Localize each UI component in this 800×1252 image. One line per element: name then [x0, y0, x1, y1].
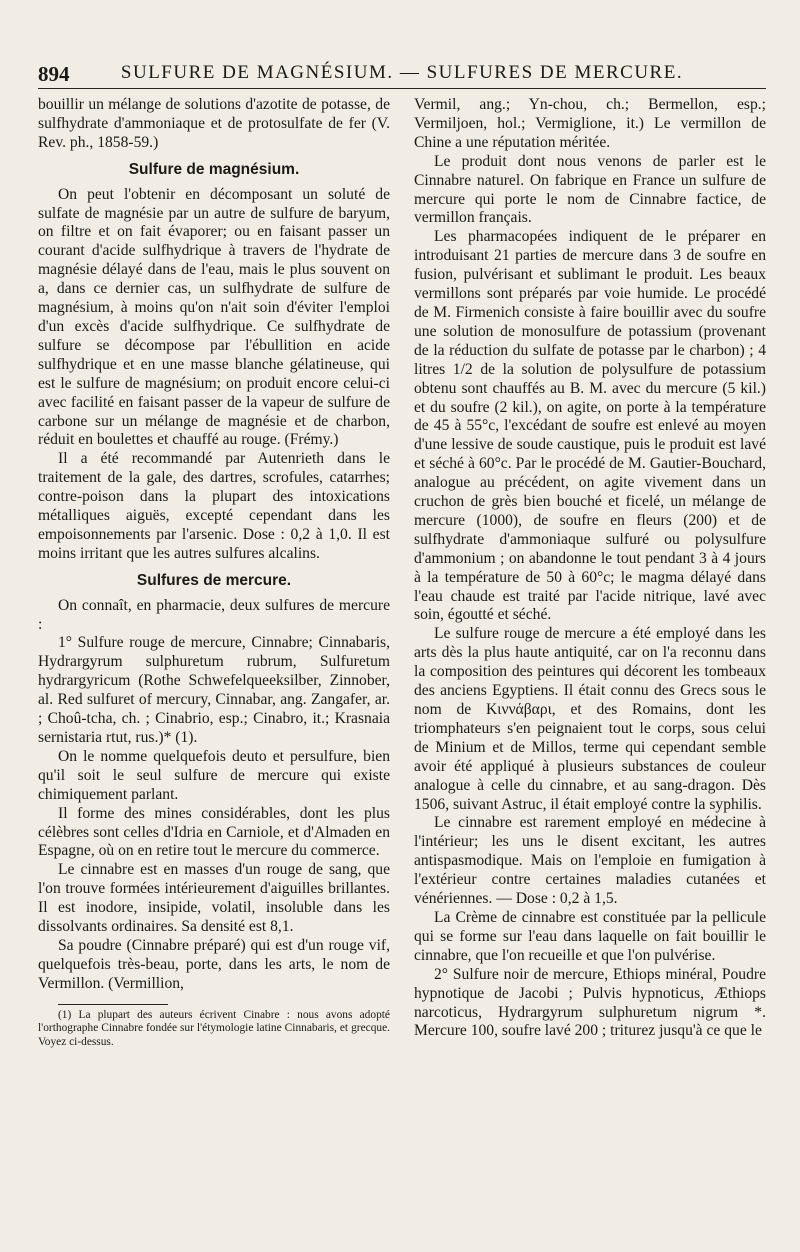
left-column: [38, 96, 390, 1049]
paragraph: Le cinnabre est rarement employé en médecine à l'intérieur; les uns le disent excitant, les autres antispasmodique. Mais on l'emploie en fumigation à l'extérieur contre certaines maladies cutanées et vénériennes. — Dose : 0,2 à 1,5.: [414, 814, 766, 908]
paragraph: 2° Sulfure noir de mercure, Ethiops minéral, Poudre hypnotique de Jacobi ; Pulvis hypnoticus, Æthiops narcoticus, Hydrargyrum sulphuretum nigrum *. Mercure 100, soufre lavé 200 ; triturez jusqu'à ce que le: [414, 965, 766, 1040]
paragraph: On peut l'obtenir en décomposant un soluté de sulfate de magnésie par un autre de sulfure de baryum, on filtre et on fait évaporer; ou en faisant passer un courant d'acide sulfhydrique à travers de l'hydrate de magnésie délayé dans de l'eau, mais le plus souvent on a, dans ce dernier cas, un sulfhydrate de sulfure de magnésium, à moins qu'on n'ait soin d'éviter l'emploi d'un excès d'acide sulfhydrique. Ce sulfhydrate de sulfure se décompose par l'ébullition en acide sulfhydrique et en une masse blanche gélatineuse, qui est le sulfure de magnésium; on produit encore celui-ci avec facilité en faisant passer de la vapeur de sulfure de carbone sur un mélange de magnésie et de charbon, réduit en boulettes et chauffé au rouge. (Frémy.): [38, 185, 390, 449]
paragraph: Le produit dont nous venons de parler est le Cinnabre naturel. On fabrique en France un sulfure de mercure qui porte le nom de Cinnabre factice, de vermillon français.: [414, 152, 766, 227]
footnote-divider: [58, 1004, 168, 1005]
paragraph: 1° Sulfure rouge de mercure, Cinnabre; Cinnabaris, Hydrargyrum sulphuretum rubrum, Sulfuretum hydrargyricum (Rothe Schwefelqueeksilber, Zinnober, al. Red sulfuret of mercury, Cinnabar, ang. Zangafer, ar. ; Choû-tcha, ch. ; Cinabrio, esp.; Cinabro, it.; Krasnaia sernistaria rtut, rus.)* (1).: [38, 634, 390, 746]
paragraph: Le cinnabre est en masses d'un rouge de sang, que l'on trouve formées intérieurement d'aiguilles brillantes. Il est inodore, insipide, volatil, insoluble dans les dissolvants ordinaires. Sa densité est 8,1.: [38, 861, 390, 936]
paragraph: Sa poudre (Cinnabre préparé) qui est d'un rouge vif, quelquefois très-beau, porte, dans les arts, le nom de Vermillon. (Vermillion,: [38, 936, 390, 992]
page-number: 894: [38, 62, 70, 86]
section-heading-mercure: Sulfures de mercure.: [136, 571, 292, 589]
paragraph: bouillir un mélange de solutions d'azotite de potasse, de sulfhydrate d'ammoniaque et de protosulfate de fer (V. Rev. ph., 1858-59.): [38, 96, 390, 151]
paragraph: On le nomme quelquefois deuto et persulfure, bien qu'il soit le seul sulfure de mercure qui existe chimiquement parlant.: [38, 747, 390, 803]
running-title: SULFURE DE MAGNÉSIUM. — SULFURES DE MERCURE.: [120, 62, 684, 83]
paragraph: On connaît, en pharmacie, deux sulfures de mercure :: [38, 596, 390, 633]
paragraph: Le sulfure rouge de mercure a été employé dans les arts dès la plus haute antiquité, car on l'a reconnu dans la composition des peintures qui décorent les tombeaux des anciens Egyptiens. Il était connu des Grecs sous le nom de Κιννάβαρι, et des Romains, dont les triomphateurs s'en peignaient tout le corps, sous celui de Minium et de Millos, terme qui cependant semble avoir été appliqué à plusieurs substances de couleur analogue à celle du cinnabre, et au sang-dragon. Dès 1506, suivant Astruc, il était employé contre la syphilis.: [414, 625, 766, 813]
right-column: [414, 96, 766, 1041]
footnote: (1) La plupart des auteurs écrivent Cinabre : nous avons adopté l'orthographe Cinnabre fondée sur l'étymologie latine Cinnabaris, et grecque. Voyez ci-dessus.: [38, 1008, 390, 1048]
running-header: [38, 62, 766, 89]
paragraph: Il a été recommandé par Autenrieth dans le traitement de la gale, des dartres, scrofules, catarrhes; contre-poison dans la plupart des intoxications métalliques aiguës, excepté cependant dans les empoisonnements par l'arsenic. Dose : 0,2 à 1,0. Il est moins irritant que les autres sulfures alcalins.: [38, 450, 390, 562]
paragraph: Il forme des mines considérables, dont les plus célèbres sont celles d'Idria en Carniole, et d'Almaden en Espagne, où on en retire tout le mercure du commerce.: [38, 804, 390, 860]
paragraph: Vermil, ang.; Yn-chou, ch.; Bermellon, esp.; Vermiljoen, hol.; Vermiglione, it.) Le vermillon de Chine a une réputation méritée.: [414, 96, 766, 151]
section-heading-magnesium: Sulfure de magnésium.: [128, 160, 300, 178]
paragraph: Les pharmacopées indiquent de le préparer en introduisant 21 parties de mercure dans 3 de soufre en fusion, pulvérisant et sublimant le produit. Les beaux vermillons sont préparés par voie humide. Le procédé de M. Firmenich consiste à faire bouillir avec du soufre une solution de monosulfure de potassium (provenant de la réduction du sulfate de potasse par le charbon) ; 4 litres 1/2 de la solution de polysulfure de potassium obtenu sont chauffés au B. M. avec du mercure (5 kil.) et du soufre (2 kil.), on agite, on porte à la température de 45 à 55°c, l'excédant de soufre est enlevé au moyen d'une lessive de soude caustique, puis le produit est lavé et séché à 60°c. Par le procédé de M. Gautier-Bouchard, analogue au précédent, on agite vivement dans un cruchon de grès bien bouché et ficelé, un mélange de mercure (1000), de soufre en fleurs (200) et de sulfhydrate d'ammoniaque sulfuré ou polysulfure d'ammonium ; on abandonne le tout pendant 3 à 4 jours à la température de 50 à 60°c; le magma délayé dans l'eau chaude est traité par l'acide nitrique, lavé avec soin, égoutté et séché.: [414, 228, 766, 624]
paragraph: La Crème de cinnabre est constituée par la pellicule qui se forme sur l'eau dans laquelle on fait bouillir le cinnabre, que l'on recueille et que l'on pulvérise.: [414, 908, 766, 964]
